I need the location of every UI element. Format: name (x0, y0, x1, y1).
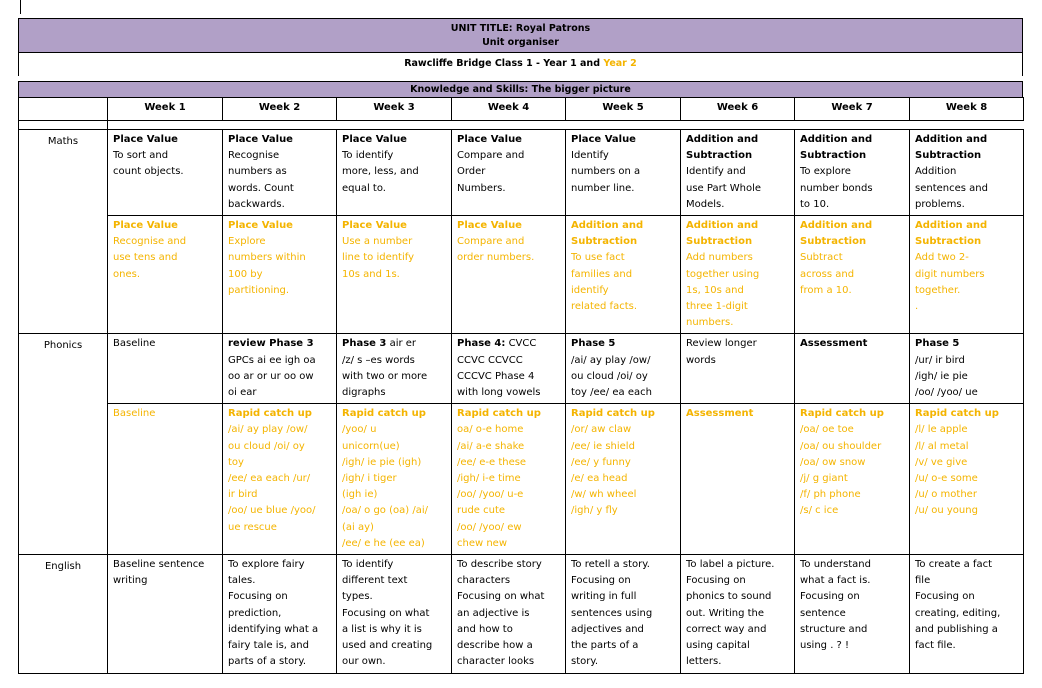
page-edge-mark (20, 0, 21, 14)
cell-body: /yoo/ u unicorn(ue) /igh/ ie pie (igh) /igh/ i tiger (igh ie) /oa/ o go (oa) /ai/ (ai ay) /ee/ e he (ee ea) (342, 424, 428, 549)
cell-body: To create a fact file Focusing on creating, editing, and publishing a fact file. (915, 559, 1001, 652)
cell-body: To describe story characters Focusing on what an adjective is and how to describe how a character looks (457, 559, 545, 668)
cell-body: Compare and order numbers. (457, 236, 535, 264)
week-header: Week 8 (910, 98, 1024, 121)
cell-body: To understand what a fact is. Focusing on sentence structure and using . ? ! (800, 559, 871, 652)
cell-title: Addition and Subtraction (686, 220, 759, 248)
phonics-year2-row (19, 404, 1024, 555)
cell-body: Explore numbers within 100 by partitioning. (228, 236, 306, 296)
week-cell (566, 130, 681, 216)
week-cell (337, 555, 452, 673)
week-cell (910, 216, 1024, 334)
cell-title: Assessment (686, 408, 754, 420)
header-corner (19, 98, 108, 121)
week-cell (223, 216, 337, 334)
cell-title: Phase 3 (342, 338, 387, 350)
cell-title: Rapid catch up (228, 408, 312, 420)
week-cell (452, 130, 566, 216)
cell-title: Assessment (800, 338, 868, 350)
cell-title: Rapid catch up (800, 408, 884, 420)
week-cell (452, 555, 566, 673)
cell-title: Addition and Subtraction (800, 220, 873, 248)
week-cell (108, 130, 223, 216)
week-cell (337, 404, 452, 555)
cell-body: To identify more, less, and equal to. (342, 150, 419, 194)
cell-body: To explore fairy tales. Focusing on prediction, identifying what a fairy tale is, and parts of a story. (228, 559, 319, 668)
cell-title: Place Value (457, 134, 522, 145)
week-header: Week 6 (681, 98, 795, 121)
week-cell (910, 130, 1024, 216)
week-header: Week 7 (795, 98, 910, 121)
cell-title: Place Value (571, 134, 636, 145)
week-cell (566, 404, 681, 555)
cell-title: Place Value (457, 220, 522, 232)
cell-body: Compare and Order Numbers. (457, 150, 525, 194)
week-cell (452, 334, 566, 404)
cell-body: /ur/ ir bird /igh/ ie pie /oo/ /yoo/ ue (915, 354, 978, 399)
week-cell (452, 404, 566, 555)
week-cell (910, 404, 1024, 555)
cell-title: Addition and Subtraction (686, 134, 759, 162)
cell-body: GPCs ai ee igh oa oo ar or ur oo ow oi ear (228, 354, 316, 399)
week-header: Week 5 (566, 98, 681, 121)
week-cell (795, 555, 910, 673)
week-cell (108, 216, 223, 334)
cell-title: Addition and Subtraction (800, 134, 873, 162)
week-cell (452, 216, 566, 334)
cell-body: CVCC CCVC CCVCC CCCVC Phase 4 with long vowels (457, 338, 541, 399)
unit-organiser-label: Unit organiser (482, 37, 559, 48)
cell-title: Place Value (113, 220, 178, 232)
cell-body: To explore number bonds to 10. (800, 166, 873, 210)
subject-label: English (19, 555, 108, 673)
cell-body: Recognise and use tens and ones. (113, 236, 187, 280)
week-header: Week 1 (108, 98, 223, 121)
week-header-row (19, 98, 1024, 121)
cell-body: air er /z/ s –es words with two or more digraphs (342, 338, 428, 399)
week-cell (108, 404, 223, 555)
cell-body: Use a number line to identify 10s and 1s. (342, 236, 415, 280)
cell-body: /oa/ oe toe /oa/ ou shoulder /oa/ ow snow /j/ g giant /f/ ph phone /s/ c ice (800, 424, 882, 517)
cell-title: Rapid catch up (571, 408, 655, 420)
week-cell (910, 555, 1024, 673)
cell-title: Place Value (113, 134, 178, 145)
subject-label: Phonics (19, 334, 108, 555)
cell-title: Place Value (342, 220, 407, 232)
spacer-row (19, 121, 1024, 130)
week-cell (681, 404, 795, 555)
knowledge-band (18, 81, 1023, 97)
week-cell (681, 334, 795, 404)
cell-title: Rapid catch up (457, 408, 541, 420)
week-cell (795, 334, 910, 404)
week-cell (337, 130, 452, 216)
cell-title: Phase 4: (457, 338, 506, 350)
week-cell (108, 334, 223, 404)
week-cell (337, 216, 452, 334)
subject-label: Maths (19, 130, 108, 334)
week-header: Week 2 (223, 98, 337, 121)
week-cell (910, 334, 1024, 404)
spacer-cell (19, 121, 108, 130)
cell-title: Place Value (228, 134, 293, 145)
cell-body: To sort and count objects. (113, 150, 184, 178)
week-cell (681, 130, 795, 216)
class-title: Rawcliffe Bridge Class 1 - Year 1 and (404, 58, 604, 69)
week-cell (566, 555, 681, 673)
curriculum-table (18, 97, 1024, 674)
cell-title: Addition and Subtraction (915, 134, 988, 162)
cell-body: /ai/ ay play /ow/ ou cloud /oi/ oy toy /ee/ ea each /ur/ ir bird /oo/ ue blue /yoo/ ue rescue (228, 424, 316, 533)
week-cell (108, 555, 223, 673)
cell-title: review Phase 3 (228, 338, 314, 350)
class-year2: Year 2 (603, 58, 637, 69)
cell-body: oa/ o-e home /ai/ a-e shake /ee/ e-e these /igh/ i-e time /oo/ /yoo/ u-e rude cute /oo/ /yoo/ ew chew new (457, 424, 527, 549)
cell-body: To use fact families and identify related facts. (571, 252, 638, 313)
week-cell (566, 334, 681, 404)
cell-title: Rapid catch up (342, 408, 426, 420)
week-cell (223, 130, 337, 216)
cell-body: /l/ le apple /l/ al metal /v/ ve give /u/ o-e some /u/ o mother /u/ ou young (915, 424, 978, 517)
cell-body: To retell a story. Focusing on writing in full sentences using adjectives and the parts of a story. (571, 559, 653, 668)
cell-title: Addition and Subtraction (915, 220, 988, 248)
week-cell (681, 216, 795, 334)
unit-title-band (18, 18, 1023, 52)
cell-body: /ai/ ay play /ow/ ou cloud /oi/ oy toy /ee/ ea each (571, 354, 652, 399)
cell-body: Addition sentences and problems. (915, 166, 988, 210)
cell-body: Identify numbers on a number line. (571, 150, 641, 194)
cell-title: Phase 5 (915, 338, 960, 350)
cell-body: Add numbers together using 1s, 10s and three 1-digit numbers. (686, 252, 760, 329)
class-band (18, 52, 1023, 76)
cell-body: Baseline (113, 408, 156, 420)
unit-organiser-document (18, 18, 1023, 674)
cell-body: To label a picture. Focusing on phonics to sound out. Writing the correct way and using capital letters. (686, 559, 775, 668)
cell-body: Baseline sentence writing (113, 559, 205, 587)
week-header: Week 3 (337, 98, 452, 121)
cell-body: Baseline (113, 338, 156, 350)
week-cell (795, 130, 910, 216)
cell-body: Review longer words (686, 338, 757, 366)
spacer-cell (108, 121, 1024, 130)
week-cell (337, 334, 452, 404)
week-cell (566, 216, 681, 334)
week-cell (681, 555, 795, 673)
week-cell (223, 555, 337, 673)
cell-body: To identify different text types. Focusing on what a list is why it is used and creating our own. (342, 559, 433, 668)
cell-title: Place Value (228, 220, 293, 232)
maths-year1-row (19, 130, 1024, 216)
phonics-year1-row (19, 334, 1024, 404)
cell-body: /or/ aw claw /ee/ ie shield /ee/ y funny /e/ ea head /w/ wh wheel /igh/ y fly (571, 424, 637, 517)
maths-year2-row (19, 216, 1024, 334)
week-cell (795, 216, 910, 334)
knowledge-title: Knowledge and Skills: The bigger picture (410, 84, 631, 95)
cell-body: Identify and use Part Whole Models. (686, 166, 762, 210)
week-cell (795, 404, 910, 555)
week-cell (223, 334, 337, 404)
cell-title: Rapid catch up (915, 408, 999, 420)
cell-title: Place Value (342, 134, 407, 145)
cell-title: Phase 5 (571, 338, 616, 350)
english-row (19, 555, 1024, 673)
week-cell (223, 404, 337, 555)
unit-title: UNIT TITLE: Royal Patrons (450, 23, 591, 34)
cell-body: Recognise numbers as words. Count backwards. (228, 150, 294, 210)
cell-title: Addition and Subtraction (571, 220, 644, 248)
week-header: Week 4 (452, 98, 566, 121)
cell-body: Add two 2- digit numbers together. . (915, 252, 985, 313)
cell-body: Subtract across and from a 10. (800, 252, 855, 296)
